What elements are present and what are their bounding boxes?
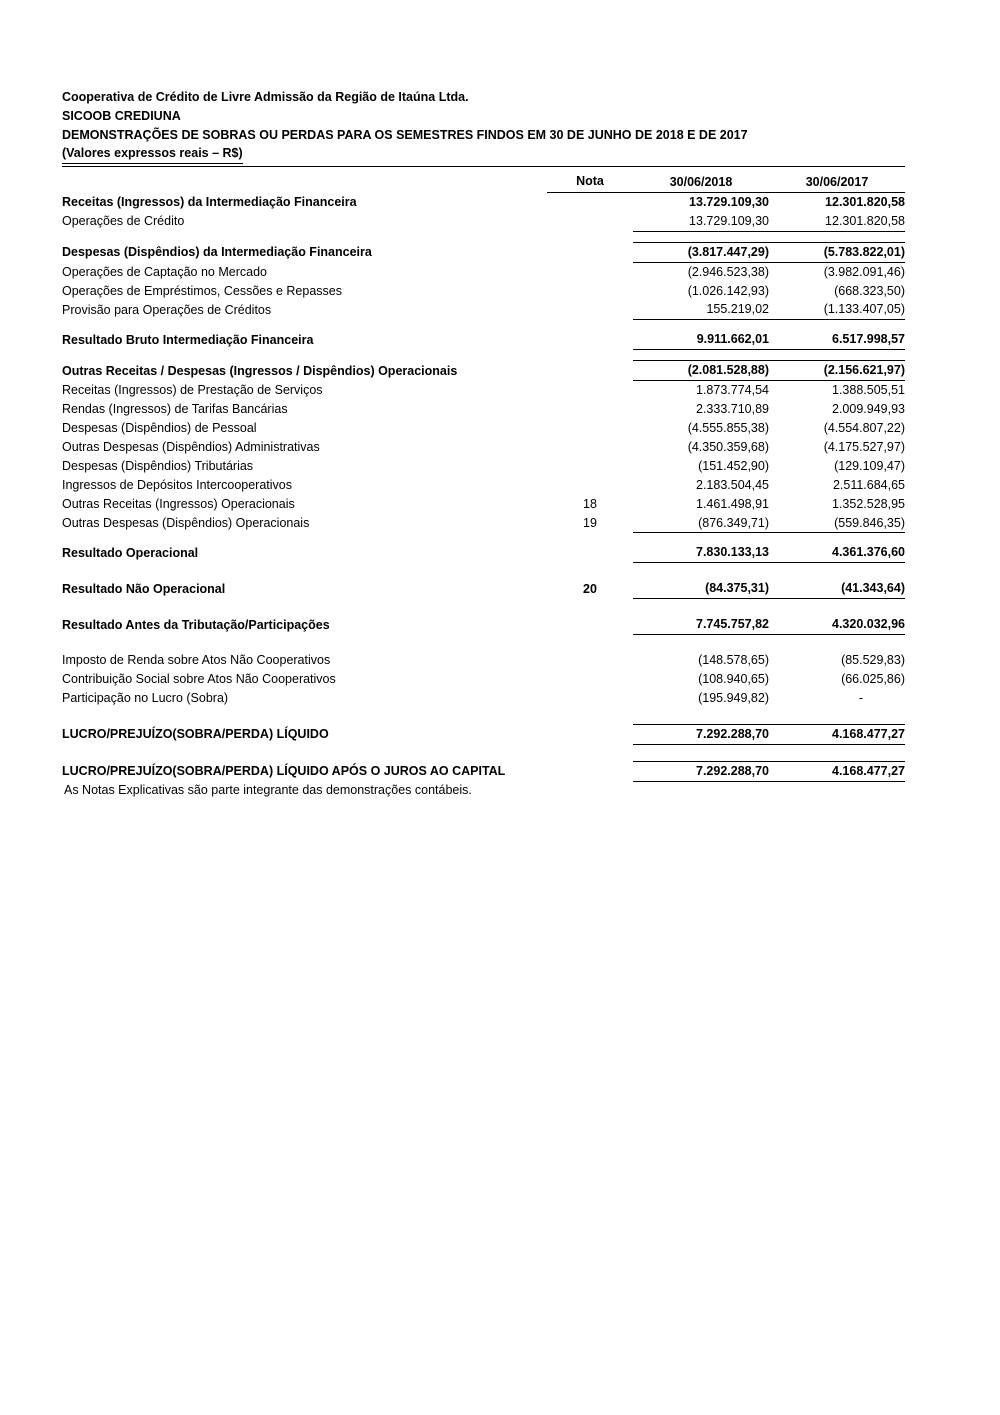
table-row bbox=[62, 579, 905, 598]
row-nota bbox=[547, 262, 633, 281]
row-spacer bbox=[62, 635, 905, 646]
row-value-2018: 7.830.133,13 bbox=[633, 543, 769, 562]
row-label: LUCRO/PREJUÍZO(SOBRA/PERDA) LÍQUIDO bbox=[62, 727, 329, 742]
row-label: Operações de Captação no Mercado bbox=[62, 264, 267, 279]
row-value-2017: (559.846,35) bbox=[769, 514, 905, 533]
row-value-2017: 12.301.820,58 bbox=[769, 212, 905, 231]
header-divider bbox=[62, 166, 905, 167]
row-nota bbox=[547, 381, 633, 400]
row-nota bbox=[547, 651, 633, 670]
row-label: Resultado Antes da Tributação/Participações bbox=[62, 617, 330, 632]
row-nota bbox=[547, 615, 633, 634]
row-value-2017: - bbox=[858, 690, 863, 705]
row-value-2017: (66.025,86) bbox=[841, 672, 905, 687]
row-value-2017: 1.352.528,95 bbox=[832, 496, 905, 511]
table-row bbox=[62, 242, 905, 262]
row-nota bbox=[547, 476, 633, 495]
row-value-2018: 7.292.288,70 bbox=[633, 724, 769, 744]
table-row bbox=[62, 476, 905, 495]
row-spacer bbox=[62, 708, 905, 718]
row-label: Resultado Não Operacional bbox=[62, 581, 226, 596]
row-nota bbox=[547, 300, 633, 319]
row-value-2018: 1.461.498,91 bbox=[696, 496, 769, 511]
row-nota: 20 bbox=[583, 581, 597, 596]
row-nota bbox=[547, 761, 633, 781]
row-nota bbox=[547, 361, 633, 381]
table-header-row bbox=[62, 172, 905, 192]
row-label: LUCRO/PREJUÍZO(SOBRA/PERDA) LÍQUIDO APÓS O JUROS AO CAPITAL bbox=[62, 764, 506, 779]
table-row bbox=[62, 330, 905, 349]
table-row bbox=[62, 514, 905, 533]
row-value-2017: 6.517.998,57 bbox=[769, 330, 905, 349]
row-nota bbox=[547, 192, 633, 211]
income-statement-table bbox=[62, 172, 905, 782]
row-label: Participação no Lucro (Sobra) bbox=[62, 690, 229, 705]
row-value-2018: (2.946.523,38) bbox=[687, 264, 769, 279]
row-nota bbox=[547, 400, 633, 419]
row-label: Despesas (Dispêndios) de Pessoal bbox=[62, 420, 257, 435]
row-value-2018: (151.452,90) bbox=[698, 458, 769, 473]
row-value-2017: (4.175.527,97) bbox=[823, 439, 905, 454]
row-value-2018: (108.940,65) bbox=[698, 672, 769, 687]
row-value-2017: (4.554.807,22) bbox=[823, 420, 905, 435]
row-label: Imposto de Renda sobre Atos Não Cooperativos bbox=[62, 653, 331, 668]
row-spacer bbox=[62, 320, 905, 331]
row-nota bbox=[547, 689, 633, 708]
table-row bbox=[62, 192, 905, 211]
row-value-2017: 1.388.505,51 bbox=[832, 383, 905, 398]
row-value-2018: (4.350.359,68) bbox=[687, 439, 769, 454]
row-nota bbox=[547, 212, 633, 231]
table-row bbox=[62, 212, 905, 231]
row-nota bbox=[547, 438, 633, 457]
row-nota bbox=[547, 330, 633, 349]
row-value-2018: 13.729.109,30 bbox=[633, 212, 769, 231]
column-header-2018: 30/06/2018 bbox=[669, 175, 733, 189]
table-row bbox=[62, 419, 905, 438]
table-row bbox=[62, 724, 905, 744]
row-label: Rendas (Ingressos) de Tarifas Bancárias bbox=[62, 402, 288, 417]
document-header bbox=[62, 88, 905, 164]
row-value-2017: 12.301.820,58 bbox=[769, 192, 905, 211]
row-value-2017: 4.168.477,27 bbox=[769, 724, 905, 744]
header-empty bbox=[62, 172, 547, 192]
row-label: Despesas (Dispêndios) Tributárias bbox=[62, 458, 254, 473]
row-value-2018: (4.555.855,38) bbox=[687, 420, 769, 435]
row-spacer bbox=[62, 350, 905, 361]
row-label: Operações de Empréstimos, Cessões e Repasses bbox=[62, 283, 342, 298]
row-label: Provisão para Operações de Créditos bbox=[62, 302, 272, 317]
table-row bbox=[62, 282, 905, 301]
row-value-2017: 2.009.949,93 bbox=[832, 402, 905, 417]
row-label: Outras Receitas / Despesas (Ingressos / Dispêndios) Operacionais bbox=[62, 363, 458, 378]
row-value-2017: (5.783.822,01) bbox=[769, 242, 905, 262]
row-nota: 18 bbox=[583, 496, 597, 511]
row-label: Operações de Crédito bbox=[62, 214, 185, 229]
row-value-2018: 2.183.504,45 bbox=[696, 477, 769, 492]
header-line-brand: SICOOB CREDIUNA bbox=[62, 108, 181, 123]
row-value-2017: 4.168.477,27 bbox=[769, 761, 905, 781]
column-header-nota: Nota bbox=[547, 172, 633, 192]
column-header-2017: 30/06/2017 bbox=[805, 175, 869, 189]
row-value-2017: 4.320.032,96 bbox=[769, 615, 905, 634]
table-row bbox=[62, 361, 905, 381]
table-row bbox=[62, 495, 905, 514]
row-value-2018: (148.578,65) bbox=[698, 653, 769, 668]
table-row bbox=[62, 262, 905, 281]
row-nota: 19 bbox=[583, 516, 597, 530]
row-spacer bbox=[62, 744, 905, 755]
row-nota bbox=[547, 670, 633, 689]
row-value-2018: 9.911.662,01 bbox=[633, 330, 769, 349]
table-row bbox=[62, 300, 905, 319]
row-nota bbox=[547, 242, 633, 262]
header-line-title: DEMONSTRAÇÕES DE SOBRAS OU PERDAS PARA OS SEMESTRES FINDOS EM 30 DE JUNHO DE 2018 E DE 2017 bbox=[62, 127, 748, 142]
row-label: Resultado Bruto Intermediação Financeira bbox=[62, 332, 314, 347]
row-value-2018: (3.817.447,29) bbox=[633, 242, 769, 262]
table-row bbox=[62, 689, 905, 708]
row-value-2017: (41.343,64) bbox=[769, 579, 905, 598]
row-value-2017: (85.529,83) bbox=[841, 653, 905, 668]
row-label: Contribuição Social sobre Atos Não Cooperativos bbox=[62, 672, 336, 687]
row-value-2017: (2.156.621,97) bbox=[769, 361, 905, 381]
row-spacer bbox=[62, 533, 905, 544]
row-spacer bbox=[62, 231, 905, 242]
row-label: Outras Despesas (Dispêndios) Administrativas bbox=[62, 439, 320, 454]
row-value-2017: (668.323,50) bbox=[834, 283, 905, 298]
row-label: Receitas (Ingressos) da Intermediação Financeira bbox=[62, 194, 357, 209]
row-nota bbox=[547, 282, 633, 301]
row-value-2017: (1.133.407,05) bbox=[769, 300, 905, 319]
table-row bbox=[62, 615, 905, 634]
header-line-currency: (Valores expressos reais – R$) bbox=[62, 144, 243, 164]
table-row bbox=[62, 543, 905, 562]
row-value-2017: 2.511.684,65 bbox=[832, 477, 905, 492]
row-value-2018: 7.745.757,82 bbox=[633, 615, 769, 634]
row-value-2018: 155.219,02 bbox=[633, 300, 769, 319]
row-nota bbox=[547, 543, 633, 562]
row-nota bbox=[547, 419, 633, 438]
row-value-2018: (195.949,82) bbox=[698, 690, 769, 705]
table-row bbox=[62, 438, 905, 457]
row-spacer bbox=[62, 563, 905, 574]
table-row bbox=[62, 651, 905, 670]
row-value-2018: 2.333.710,89 bbox=[696, 402, 769, 417]
row-value-2017: (3.982.091,46) bbox=[823, 264, 905, 279]
row-value-2018: 13.729.109,30 bbox=[633, 192, 769, 211]
header-line-entity: Cooperativa de Crédito de Livre Admissão da Região de Itaúna Ltda. bbox=[62, 90, 469, 104]
table-row bbox=[62, 457, 905, 476]
row-value-2018: (2.081.528,88) bbox=[633, 361, 769, 381]
row-nota bbox=[547, 457, 633, 476]
row-value-2018: (876.349,71) bbox=[633, 514, 769, 533]
row-label: Despesas (Dispêndios) da Intermediação Financeira bbox=[62, 245, 372, 260]
row-label: Ingressos de Depósitos Intercooperativos bbox=[62, 477, 292, 492]
row-value-2017: (129.109,47) bbox=[834, 458, 905, 473]
footnote: As Notas Explicativas são parte integrante das demonstrações contábeis. bbox=[64, 782, 472, 797]
row-value-2018: 7.292.288,70 bbox=[633, 761, 769, 781]
row-value-2017: 4.361.376,60 bbox=[769, 543, 905, 562]
row-value-2018: 1.873.774,54 bbox=[696, 383, 769, 398]
table-row bbox=[62, 670, 905, 689]
row-label: Receitas (Ingressos) de Prestação de Serviços bbox=[62, 383, 323, 398]
row-spacer bbox=[62, 599, 905, 610]
row-value-2018: (84.375,31) bbox=[633, 579, 769, 598]
table-row bbox=[62, 400, 905, 419]
row-nota bbox=[547, 724, 633, 744]
row-value-2018: (1.026.142,93) bbox=[687, 283, 769, 298]
table-row bbox=[62, 381, 905, 400]
row-label: Outras Receitas (Ingressos) Operacionais bbox=[62, 496, 295, 511]
row-label: Resultado Operacional bbox=[62, 545, 199, 560]
table-row bbox=[62, 761, 905, 781]
row-label: Outras Despesas (Dispêndios) Operacionais bbox=[62, 516, 310, 530]
